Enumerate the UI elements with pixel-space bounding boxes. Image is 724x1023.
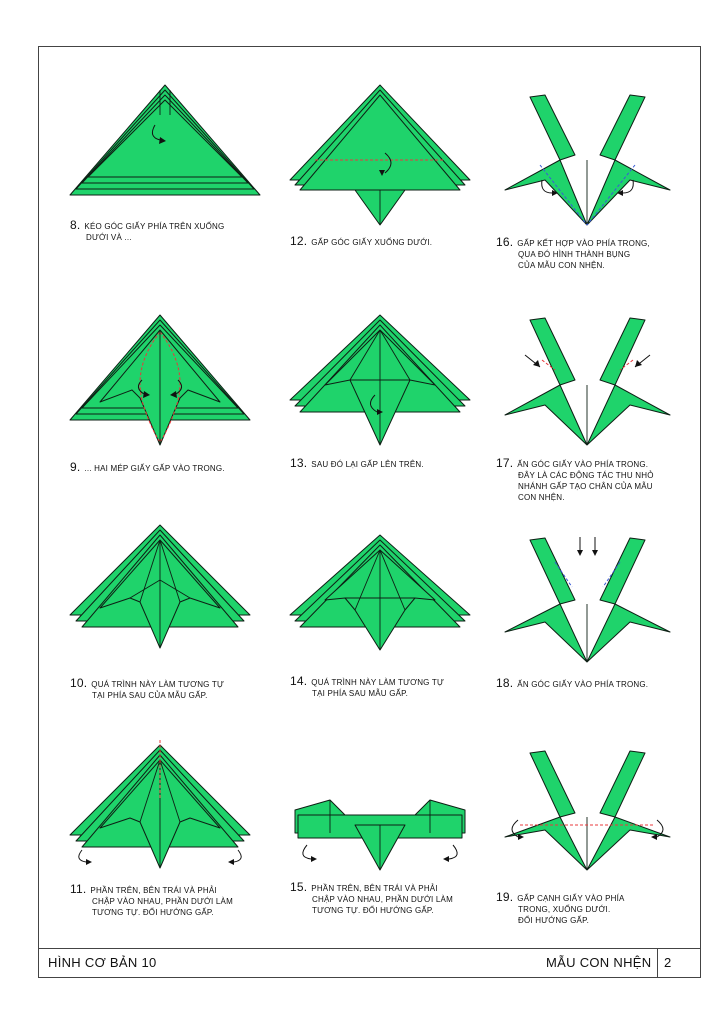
footer-section-title: HÌNH CƠ BẢN 10 [48,955,157,970]
step-16-diagram [500,85,675,230]
step-number: 18. [496,676,514,690]
step-8-diagram [60,85,270,215]
step-11-caption: 11. PHẦN TRÊN, BÊN TRÁI VÀ PHẢI CHẬP VÀO NHAU, PHẦN DƯỚI LÀM TƯƠNG TỰ. ĐỔI HƯỚNG GẤP. [70,882,233,917]
step-number: 8. [70,218,81,232]
step-number: 10. [70,676,88,690]
step-number: 16. [496,235,514,249]
step-9-caption: 9. ... HAI MÉP GIẤY GẤP VÀO TRONG. [70,460,225,474]
step-11-diagram [60,740,270,870]
step-number: 14. [290,674,308,688]
step-16-caption: 16. GẤP KẾT HỢP VÀO PHÍA TRONG, QUA ĐÓ HÌNH THÀNH BỤNG CỦA MẪU CON NHỆN. [496,235,650,270]
step-number: 12. [290,234,308,248]
step-number: 9. [70,460,81,474]
footer-model-title: MẪU CON NHỆN [546,955,652,970]
step-13-diagram [285,310,475,450]
step-13-caption: 13. SAU ĐÓ LẠI GẤP LÊN TRÊN. [290,456,424,470]
step-18-diagram [500,532,675,667]
step-10-diagram [60,520,270,650]
step-8-caption: 8. KÉO GÓC GIẤY PHÍA TRÊN XUỐNG DƯỚI VÀ ... [70,218,225,242]
step-12-diagram [285,85,475,230]
step-17-diagram [500,315,675,450]
step-14-diagram [285,530,475,655]
step-19-diagram [500,745,675,880]
step-10-caption: 10. QUÁ TRÌNH NÀY LÀM TƯƠNG TỰ TẠI PHÍA SAU CỦA MẪU GẤP. [70,676,225,700]
step-number: 11. [70,882,87,896]
step-17-caption: 17. ẤN GÓC GIẤY VÀO PHÍA TRONG. ĐÂY LÀ CÁC ĐỘNG TÁC THU NHỎ NHÁNH GẤP TẠO CHÂN CỦA MẪU CON NHỆN. [496,456,654,502]
step-number: 19. [496,890,514,904]
step-19-caption: 19. GẤP CẠNH GIẤY VÀO PHÍA TRONG, XUỐNG DƯỚI. ĐỔI HƯỚNG GẤP. [496,890,625,925]
step-number: 17. [496,456,514,470]
step-14-caption: 14. QUÁ TRÌNH NÀY LÀM TƯƠNG TỰ TẠI PHÍA SAU MẪU GẤP. [290,674,445,698]
step-12-caption: 12. GẤP GÓC GIẤY XUỐNG DƯỚI. [290,234,433,248]
page-number: 2 [664,955,672,970]
step-9-diagram [60,310,270,450]
step-number: 13. [290,456,308,470]
footer-divider [38,948,701,949]
footer-separator [657,948,658,978]
step-18-caption: 18. ẤN GÓC GIẤY VÀO PHÍA TRONG. [496,676,649,690]
step-15-diagram [285,795,475,875]
step-number: 15. [290,880,308,894]
step-15-caption: 15. PHẦN TRÊN, BÊN TRÁI VÀ PHẢI CHẬP VÀO NHAU, PHẦN DƯỚI LÀM TƯƠNG TỰ. ĐỔI HƯỚNG GẤP. [290,880,453,915]
